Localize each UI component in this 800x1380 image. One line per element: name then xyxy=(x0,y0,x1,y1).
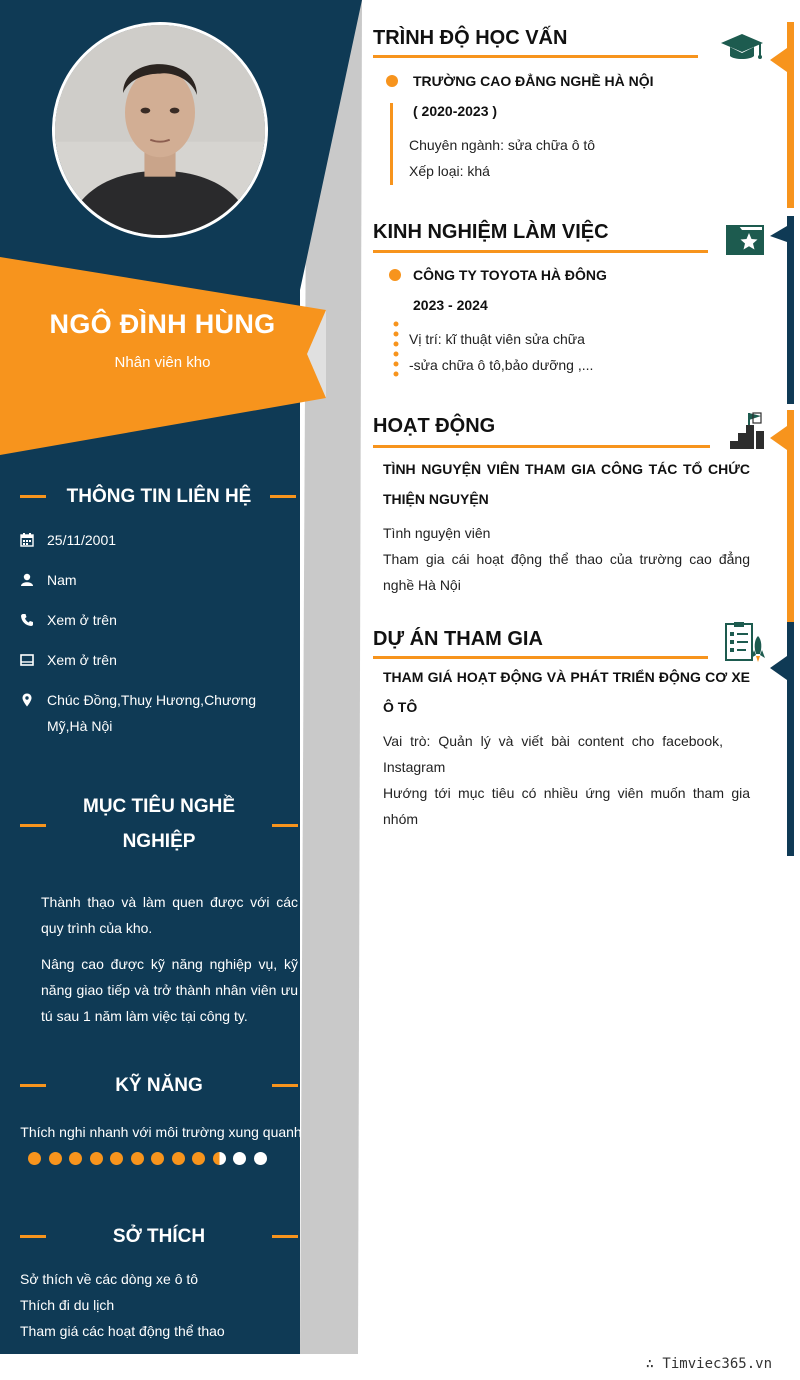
checklist-rocket-icon xyxy=(724,622,766,664)
project-role: Vai trò: Quản lý và viết bài content cho facebook, Instagram xyxy=(383,733,723,775)
skill-dot xyxy=(254,1152,267,1165)
education-heading: TRÌNH ĐỘ HỌC VẤN xyxy=(373,27,568,49)
email-value: Xem ở trên xyxy=(47,652,117,668)
phone-icon xyxy=(20,613,34,627)
hobby-item: Thích đi du lịch xyxy=(20,1297,115,1313)
job-title: Nhân viên kho xyxy=(114,354,211,371)
phone-value: Xem ở trên xyxy=(47,612,117,628)
skill-dot xyxy=(49,1152,62,1165)
skill-dot xyxy=(28,1152,41,1165)
contact-gender xyxy=(20,567,300,593)
contact-phone xyxy=(20,607,300,633)
map-pin-icon xyxy=(20,693,34,707)
contact-address xyxy=(20,687,300,739)
skill-dot xyxy=(69,1152,82,1165)
education-detail: Chuyên ngành: sửa chữa ô tô xyxy=(409,137,596,153)
objective-heading: MỤC TIÊU NGHỀ NGHIỆP xyxy=(83,796,235,852)
skill-dot xyxy=(90,1152,103,1165)
activities-heading: HOẠT ĐỘNG xyxy=(373,415,496,437)
skill-dot xyxy=(110,1152,123,1165)
skills-heading: KỸ NĂNG xyxy=(115,1075,203,1096)
experience-heading: KINH NGHIỆM LÀM VIỆC xyxy=(373,221,609,243)
timeline-line xyxy=(390,103,393,185)
calendar-icon xyxy=(20,533,34,547)
experience-period: 2023 - 2024 xyxy=(413,297,488,313)
heading-dash-left xyxy=(20,824,46,827)
user-icon xyxy=(20,573,34,587)
graduation-cap-icon xyxy=(720,32,764,64)
hobbies-heading: SỞ THÍCH xyxy=(112,1226,206,1247)
section-underline xyxy=(373,656,708,659)
footer-brand: ∴ Timviec365.vn xyxy=(645,1356,772,1372)
section-underline xyxy=(373,445,710,448)
gender-value: Nam xyxy=(47,572,77,588)
company-name: CÔNG TY TOYOTA HÀ ĐÔNG xyxy=(413,267,607,283)
project-title: THAM GIÁ HOẠT ĐỘNG VÀ PHÁT TRIỂN ĐỘNG CƠ XE Ô TÔ xyxy=(383,669,750,715)
activity-description: Tham gia cái hoạt động thể thao của trường cao đẳng nghề Hà Nội xyxy=(383,551,750,593)
address-value: Chúc Đồng,Thuỵ Hương,Chương Mỹ,Hà Nội xyxy=(47,692,257,734)
section-underline xyxy=(373,55,698,58)
birthday-value: 25/11/2001 xyxy=(47,532,117,548)
email-icon xyxy=(20,653,34,667)
stairs-flag-icon xyxy=(728,411,766,451)
objective-paragraph: Nâng cao được kỹ năng nghiệp vụ, kỹ năng giao tiếp và trở thành nhân viên ưu tú sau 1 năm làm việc tại công ty. xyxy=(41,956,298,1024)
skill-dot xyxy=(233,1152,246,1165)
contact-birthday xyxy=(20,527,300,553)
experience-detail: -sửa chữa ô tô,bảo dưỡng ,... xyxy=(409,357,594,373)
timeline-dots xyxy=(392,320,400,380)
heading-dash-right xyxy=(272,1235,298,1238)
education-detail: Xếp loại: khá xyxy=(409,163,490,179)
hobby-item: Sở thích về các dòng xe ô tô xyxy=(20,1271,199,1287)
skill-dot xyxy=(213,1152,226,1165)
objective-paragraph: Thành thạo và làm quen được với các quy trình của kho. xyxy=(41,894,298,936)
full-name: NGÔ ĐÌNH HÙNG xyxy=(49,309,276,339)
heading-dash-right xyxy=(272,1084,298,1087)
skill-name: Thích nghi nhanh với môi trường xung quanh xyxy=(20,1124,302,1140)
activity-title: TÌNH NGUYỆN VIÊN THAM GIA CÔNG TÁC TỔ CHỨC THIỆN NGUYỆN xyxy=(383,461,750,507)
activity-role: Tình nguyện viên xyxy=(383,525,491,541)
folder-star-icon xyxy=(725,222,765,256)
section-underline xyxy=(373,250,708,253)
timeline-bullet xyxy=(389,269,401,281)
avatar xyxy=(52,22,268,238)
skill-dot xyxy=(192,1152,205,1165)
contact-heading: THÔNG TIN LIÊN HỆ xyxy=(66,486,252,507)
project-description: Hướng tới mục tiêu có nhiều ứng viên muốn tham gia nhóm xyxy=(383,785,750,827)
skill-dot xyxy=(151,1152,164,1165)
skill-dot xyxy=(131,1152,144,1165)
timeline-bullet xyxy=(386,75,398,87)
hobby-item: Tham giá các hoạt động thể thao xyxy=(20,1323,225,1339)
education-period: ( 2020-2023 ) xyxy=(413,103,498,119)
experience-detail: Vị trí: kĩ thuật viên sửa chữa xyxy=(409,331,585,347)
heading-dash-right xyxy=(272,824,298,827)
heading-dash-right xyxy=(270,495,296,498)
skill-dot xyxy=(172,1152,185,1165)
school-name: TRƯỜNG CAO ĐẲNG NGHỀ HÀ NỘI xyxy=(413,73,654,89)
projects-heading: DỰ ÁN THAM GIA xyxy=(373,628,543,650)
contact-email xyxy=(20,647,300,673)
